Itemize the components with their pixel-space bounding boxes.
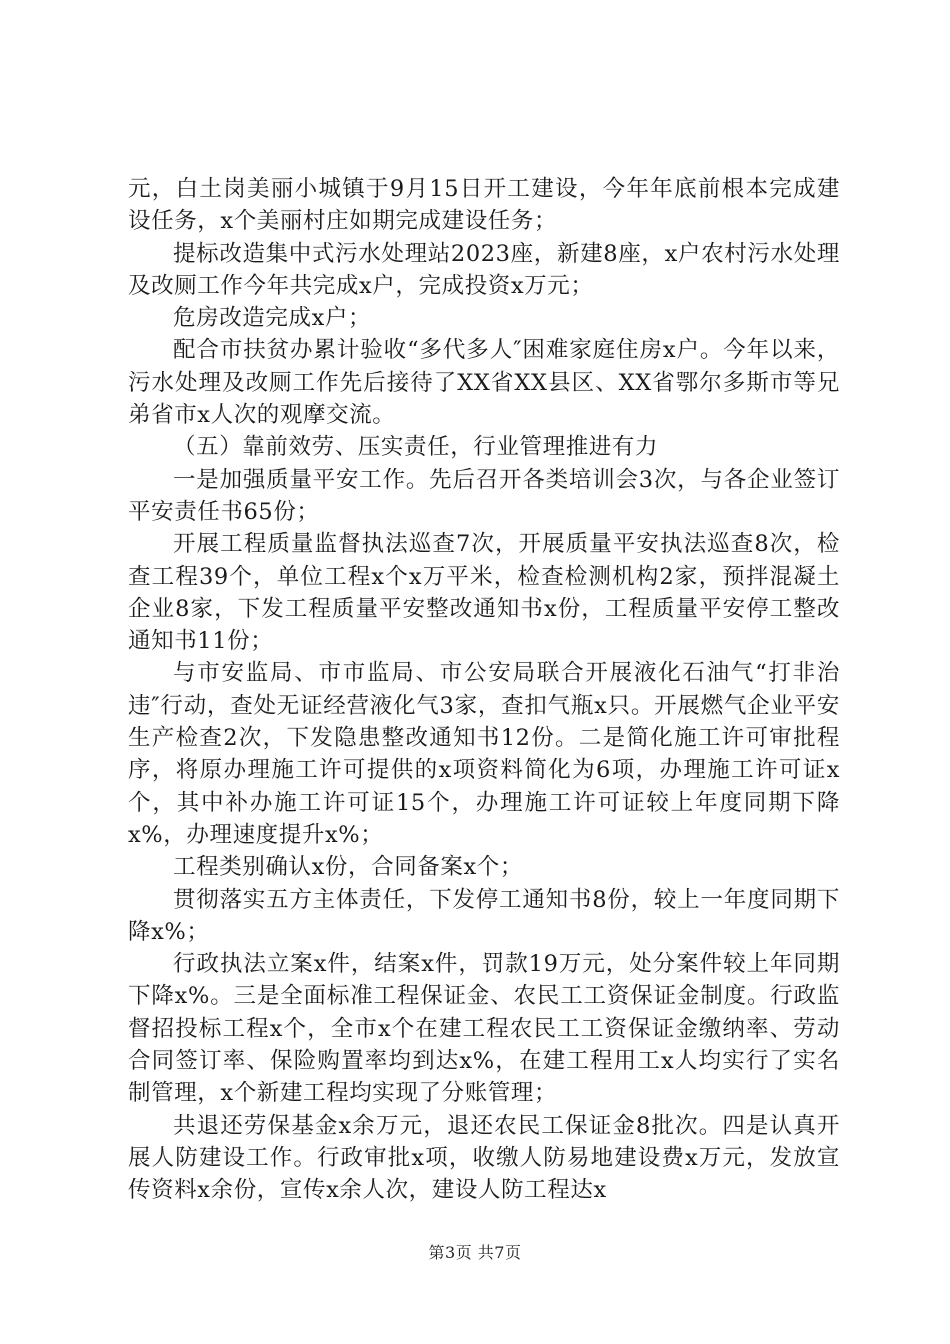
paragraph-8: 与市安监局、市市监局、市公安局联合开展液化石油气“打非治违″行动，查处无证经营液化气3家，查扣气瓶x只。开展燃气企业平安生产检查2次，下发隐患整改通知书12份。二是简化施工许可审批程序，将原办理施工许可提供的x项资料简化为6项，办理施工许可证x个，其中补办施工许可证15个，办理施工许可证较上年度同期下降x%，办理速度提升x%； (128, 660, 840, 848)
page-footer (0, 1240, 950, 1263)
document-body (128, 173, 840, 1207)
paragraph-1: 元，白土岗美丽小城镇于9月15日开工建设，今年年底前根本完成建设任务，x个美丽村庄如期完成建设任务； (128, 176, 840, 235)
paragraph-3: 危房改造完成x户； (173, 305, 372, 332)
page-number-label: 第3页 共7页 (428, 1243, 522, 1262)
paragraph-4: 配合市扶贫办累计验收“多代多人″困难家庭住房x户。今年以来，污水处理及改厕工作先后接待了XX省XX县区、XX省鄂尔多斯市等兄弟省市x人次的观摩交流。 (128, 337, 840, 429)
section-heading: （五）靠前效劳、压实责任，行业管理推进有力 (173, 434, 659, 461)
paragraph-12: 共退还劳保基金x余万元，退还农民工保证金8批次。四是认真开展人防建设工作。行政审批x项，收缴人防易地建设费x万元，发放宣传资料x余份，宣传x余人次，建设人防工程达x (128, 1112, 840, 1204)
paragraph-6: 一是加强质量平安工作。先后召开各类培训会3次，与各企业签订平安责任书65份； (128, 466, 840, 525)
paragraph-9: 工程类别确认x份，合同备案x个； (173, 854, 523, 881)
paragraph-10: 贯彻落实五方主体责任，下发停工通知书8份，较上一年度同期下降x%； (128, 886, 840, 945)
paragraph-2: 提标改造集中式污水处理站2023座，新建8座，x户农村污水处理及改厕工作今年共完成x户，完成投资x万元； (128, 240, 840, 299)
paragraph-7: 开展工程质量监督执法巡查7次，开展质量平安执法巡查8次，检查工程39个，单位工程x个x万平米，检查检测机构2家，预拌混凝土企业8家，下发工程质量平安整改通知书x份，工程质量平安停工整改通知书11份； (128, 531, 840, 655)
paragraph-11: 行政执法立案x件，结案x件，罚款19万元，处分案件较上年同期下降x%。三是全面标准工程保证金、农民工工资保证金制度。行政监督招投标工程x个，全市x个在建工程农民工工资保证金缴纳率、劳动合同签订率、保险购置率均到达x%，在建工程用工x人均实行了实名制管理，x个新建工程均实现了分账管理； (128, 951, 840, 1107)
